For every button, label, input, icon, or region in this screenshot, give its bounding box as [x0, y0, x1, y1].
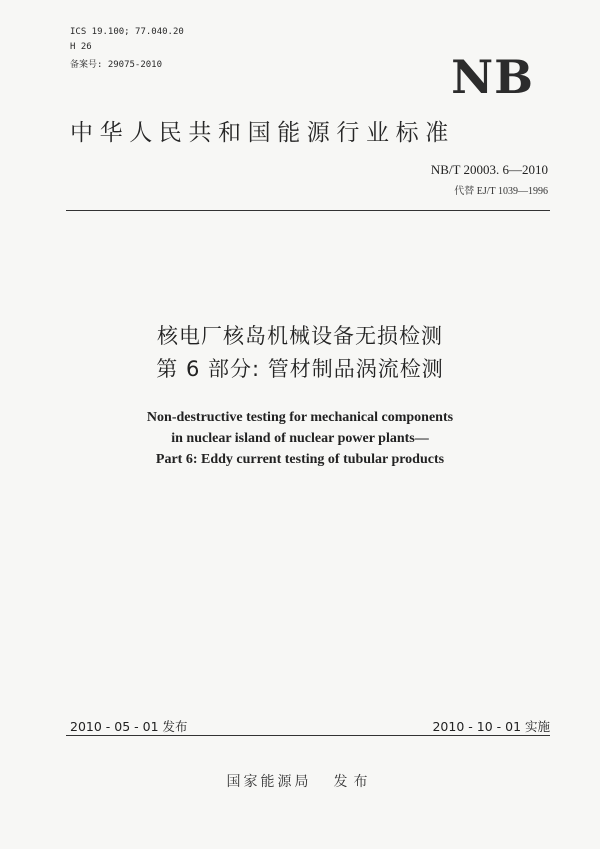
- standard-category-title: 中华人民共和国能源行业标准: [70, 120, 455, 146]
- ics-code: ICS 19.100; 77.040.20: [70, 27, 184, 37]
- record-number: 备案号: 29075-2010: [70, 60, 163, 70]
- bottom-divider: [66, 735, 550, 736]
- publisher-verb: 发布: [333, 774, 374, 790]
- chinese-title-line-1: 核电厂核岛机械设备无损检测: [157, 324, 443, 348]
- implementation-date: 2010 - 10 - 01 实施: [432, 719, 550, 734]
- publisher-line: [0, 771, 600, 791]
- chinese-title-line-2: 第 6 部分: 管材制品涡流检测: [156, 357, 444, 381]
- issue-date: 2010 - 05 - 01 发布: [70, 719, 188, 734]
- english-title-line-2: in nuclear island of nuclear power plants—: [171, 431, 429, 446]
- english-title-line-3: Part 6: Eddy current testing of tubular products: [155, 452, 445, 467]
- nb-logo: NB: [451, 50, 534, 104]
- ccs-code: H 26: [70, 42, 92, 52]
- english-title-line-1: Non-destructive testing for mechanical components: [146, 410, 454, 425]
- publisher-name: 国家能源局: [226, 774, 312, 790]
- standard-number: NB/T 20003. 6—2010: [430, 162, 548, 177]
- top-divider: [66, 210, 550, 211]
- replaces-standard: 代替 EJ/T 1039—1996: [454, 186, 548, 197]
